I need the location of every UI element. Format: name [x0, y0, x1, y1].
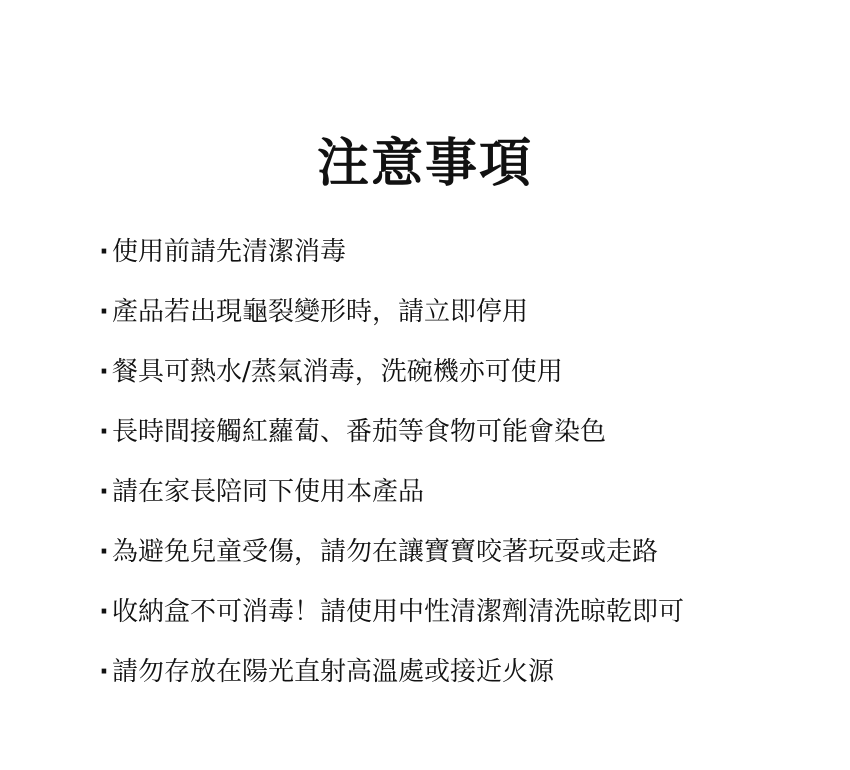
list-item	[96, 594, 836, 654]
list-item	[96, 474, 836, 534]
list-item	[96, 294, 836, 354]
list-item	[96, 234, 836, 294]
note-text: 請在家長陪同下使用本產品	[112, 477, 425, 507]
note-text: 產品若出現龜裂變形時，請立即停用	[112, 297, 529, 327]
note-text: 收納盒不可消毒！請使用中性清潔劑清洗晾乾即可	[112, 597, 685, 627]
notes-list	[96, 234, 836, 714]
bullet-dot: ·	[99, 357, 109, 387]
list-item	[96, 414, 836, 474]
list-item	[96, 534, 836, 594]
page-title: 注意事項	[316, 133, 533, 194]
bullet-dot: ·	[99, 417, 109, 447]
note-text: 餐具可熱水/蒸氣消毒，洗碗機亦可使用	[112, 357, 563, 387]
bullet-dot: ·	[99, 537, 109, 567]
note-text: 為避免兒童受傷，請勿在讓寶寶咬著玩耍或走路	[112, 537, 659, 567]
note-text: 使用前請先清潔消毒	[112, 237, 347, 267]
bullet-dot: ·	[99, 237, 109, 267]
list-item	[96, 354, 836, 414]
list-item	[96, 654, 836, 714]
bullet-dot: ·	[99, 477, 109, 507]
note-text: 長時間接觸紅蘿蔔、番茄等食物可能會染色	[112, 417, 607, 447]
bullet-dot: ·	[99, 297, 109, 327]
bullet-dot: ·	[99, 657, 109, 687]
note-text: 請勿存放在陽光直射高溫處或接近火源	[112, 657, 555, 687]
bullet-dot: ·	[99, 597, 109, 627]
